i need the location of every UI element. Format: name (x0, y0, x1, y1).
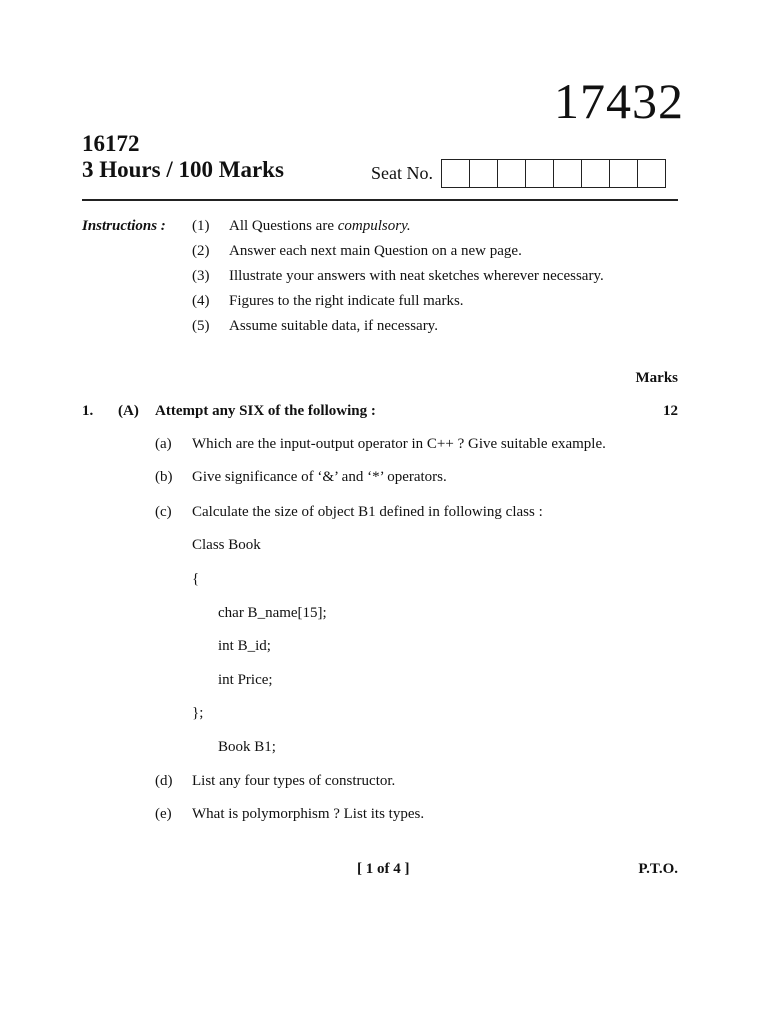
seat-box (441, 159, 470, 188)
seat-box (553, 159, 582, 188)
code-line: int B_id; (218, 638, 271, 654)
subquestion-label: (c) (155, 504, 172, 520)
code-line: Book B1; (218, 739, 276, 755)
instruction-number: (1) (192, 218, 210, 234)
seat-box (469, 159, 498, 188)
marks-heading: Marks (635, 370, 678, 386)
seat-box (581, 159, 610, 188)
code-line: Class Book (192, 537, 261, 553)
subquestion-label: (e) (155, 806, 172, 822)
instruction-text: Illustrate your answers with neat sketches wherever necessary. (229, 268, 604, 284)
question-marks: 12 (663, 403, 678, 419)
seat-number-label: Seat No. (371, 163, 433, 183)
code-line: }; (192, 705, 204, 721)
code-line: { (192, 571, 200, 587)
code-line: int Price; (218, 672, 273, 688)
subquestion-text: What is polymorphism ? List its types. (192, 806, 425, 822)
instructions-label: Instructions : (82, 218, 166, 234)
instruction-number: (5) (192, 318, 210, 334)
instruction-text: Answer each next main Question on a new page. (229, 243, 522, 259)
seat-box (525, 159, 554, 188)
instruction-emphasis: compulsory. (337, 218, 411, 234)
seat-box (609, 159, 638, 188)
instruction-text: All Questions are compulsory. (229, 218, 411, 234)
duration-marks: 3 Hours / 100 Marks (82, 157, 284, 182)
page-indicator: [ 1 of 4 ] (357, 861, 410, 877)
header-divider (82, 199, 678, 201)
seat-number-boxes (442, 159, 666, 188)
subject-code: 16172 (82, 131, 140, 156)
instruction-number: (3) (192, 268, 210, 284)
question-part: (A) (118, 403, 139, 419)
subquestion-text: Calculate the size of object B1 defined in following class : (192, 504, 543, 520)
subquestion-label: (d) (155, 773, 173, 789)
instruction-number: (4) (192, 293, 210, 309)
instruction-text: Figures to the right indicate full marks. (229, 293, 464, 309)
pto-label: P.T.O. (638, 861, 678, 877)
instruction-text: Assume suitable data, if necessary. (229, 318, 438, 334)
seat-box (497, 159, 526, 188)
subquestion-label: (b) (155, 469, 173, 485)
instruction-number: (2) (192, 243, 210, 259)
subquestion-text: Which are the input-output operator in C++ ? Give suitable example. (192, 436, 606, 452)
question-heading: Attempt any SIX of the following : (155, 403, 376, 419)
question-number: 1. (82, 403, 94, 419)
subquestion-text: Give significance of ‘&’ and ‘*’ operators. (192, 469, 447, 485)
code-line: char B_name[15]; (218, 605, 327, 621)
subquestion-text: List any four types of constructor. (192, 773, 396, 789)
paper-code: 17432 (554, 73, 684, 129)
subquestion-label: (a) (155, 436, 172, 452)
seat-box (637, 159, 666, 188)
